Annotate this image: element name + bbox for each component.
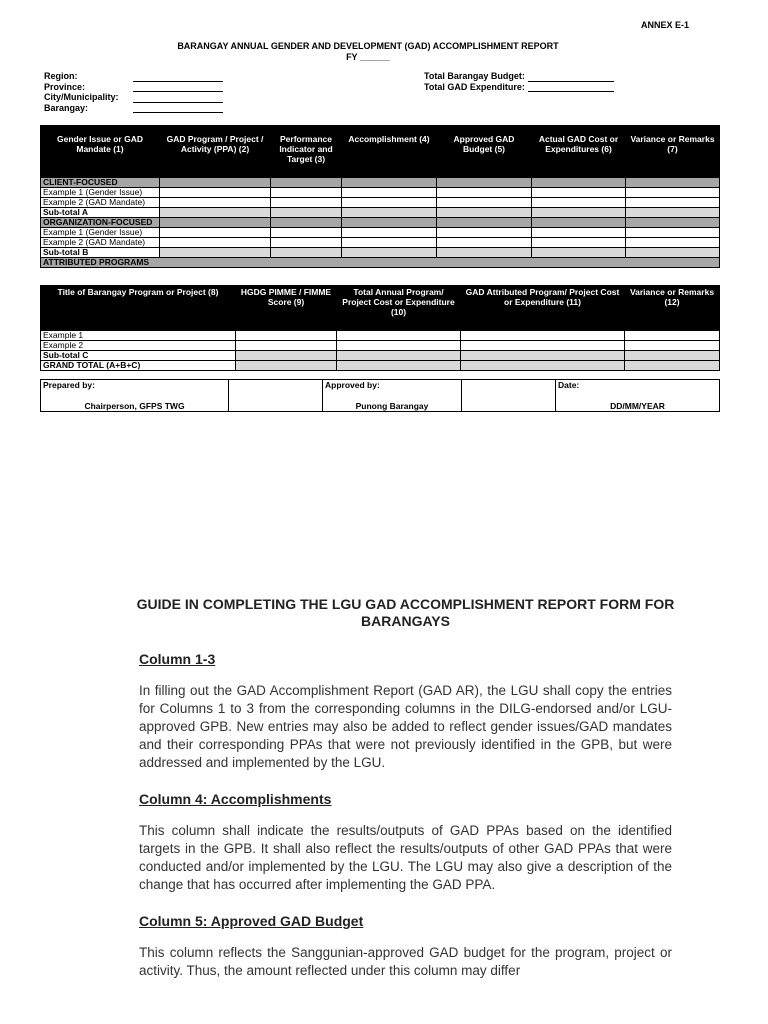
table-row	[41, 248, 720, 258]
city-label: City/Municipality:	[44, 92, 119, 102]
table-row	[41, 198, 720, 208]
table-row	[41, 341, 720, 351]
signature-row	[41, 380, 720, 412]
total-budget-label: Total Barangay Budget:	[424, 71, 525, 81]
col-total-cost: Total Annual Program/ Project Cost or Expenditure (10)	[337, 286, 461, 331]
total-expenditure-field[interactable]	[528, 83, 614, 92]
total-expenditure-label: Total GAD Expenditure:	[424, 81, 525, 92]
section-heading: Column 5: Approved GAD Budget	[139, 913, 364, 929]
table-row	[41, 238, 720, 248]
barangay-label: Barangay:	[44, 102, 89, 113]
approved-by-label: Approved by:	[325, 380, 380, 390]
col-actual-cost: Actual GAD Cost or Expenditures (6)	[532, 126, 626, 178]
table-row	[41, 208, 720, 218]
table-row	[41, 361, 720, 371]
table-header-row	[41, 286, 720, 331]
annex-label: ANNEX E-1	[641, 20, 690, 30]
table-row	[41, 331, 720, 341]
section-heading: Column 4: Accomplishments	[139, 791, 332, 807]
section-heading: Column 1-3	[139, 651, 216, 667]
row-subtotal-a: Sub-total A	[41, 208, 160, 218]
col-gender-issue: Gender Issue or GAD Mandate (1)	[41, 126, 160, 178]
prepared-by-cell[interactable]	[41, 380, 229, 412]
region-field[interactable]	[133, 73, 223, 82]
city-field[interactable]	[133, 94, 223, 103]
fiscal-year-label: FY ______	[346, 52, 390, 62]
signature-blank[interactable]	[229, 380, 323, 412]
guide-section	[136, 596, 675, 980]
location-fields	[44, 71, 223, 113]
section-text: In filling out the GAD Accomplishment Report (GAD AR), the LGU shall copy the entries for Columns 1 to 3 from the corresponding columns in the DILG-endorsed and/or LGU-approved GPB. New entries may also be added to reflect gender issues/GAD mandates and their corresponding PPAs that were not previously identified in the GPB, but were addressed and implemented by the LGU.	[139, 683, 672, 770]
row-label: Example 2 (GAD Mandate)	[41, 238, 160, 248]
table-row	[41, 188, 720, 198]
row-client-focused: CLIENT-FOCUSED	[41, 178, 160, 188]
col-variance: Variance or Remarks (7)	[626, 126, 720, 178]
province-field[interactable]	[133, 83, 223, 92]
budget-fields	[424, 71, 614, 92]
table-row	[41, 351, 720, 361]
barangay-field[interactable]	[133, 104, 223, 113]
table-row	[41, 218, 720, 228]
table-row	[41, 178, 720, 188]
signature-blank[interactable]	[462, 380, 556, 412]
total-budget-field[interactable]	[528, 73, 614, 82]
col-approved-budget: Approved GAD Budget (5)	[437, 126, 532, 178]
row-label: Example 2	[41, 341, 236, 351]
region-label: Region:	[44, 71, 78, 81]
province-label: Province:	[44, 81, 86, 92]
row-subtotal-c: Sub-total C	[41, 351, 236, 361]
table-row	[41, 258, 720, 268]
row-organization-focused: ORGANIZATION-FOCUSED	[41, 218, 160, 228]
date-label: Date:	[558, 380, 580, 390]
col-variance-12: Variance or Remarks (12)	[625, 286, 720, 331]
section-text: This column shall indicate the results/outputs of GAD PPAs based on the identified targets in the GPB. It shall also reflect the results/outputs of other GAD PPAs that were conducted and/or implemented by the LGU. The LGU may also give a description of the change that has occurred after implementing the GAD PPA.	[139, 823, 672, 892]
col-gad-program: GAD Program / Project / Activity (PPA) (2)	[160, 126, 271, 178]
row-subtotal-b: Sub-total B	[41, 248, 160, 258]
accomplishment-table	[40, 125, 720, 268]
row-label: Example 1 (Gender Issue)	[41, 228, 160, 238]
row-label: Example 1	[41, 331, 236, 341]
row-label: Example 2 (GAD Mandate)	[41, 198, 160, 208]
attributed-programs-table	[40, 285, 720, 371]
table-header-row	[41, 126, 720, 178]
date-value: DD/MM/YEAR	[610, 401, 665, 411]
signature-table	[40, 379, 720, 412]
col-accomplishment: Accomplishment (4)	[342, 126, 437, 178]
report-title-text: BARANGAY ANNUAL GENDER AND DEVELOPMENT (GAD) ACCOMPLISHMENT REPORT	[177, 41, 559, 51]
col-program-title: Title of Barangay Program or Project (8)	[41, 286, 236, 331]
prepared-by-label: Prepared by:	[43, 380, 95, 390]
section-text: This column reflects the Sanggunian-approved GAD budget for the program, project or activity. Thus, the amount reflected under this column may differ	[139, 945, 672, 978]
table-row	[41, 228, 720, 238]
approved-by-name: Punong Barangay	[355, 401, 429, 411]
guide-title: GUIDE IN COMPLETING THE LGU GAD ACCOMPLISHMENT REPORT FORM FOR BARANGAYS	[136, 596, 675, 629]
report-title	[0, 41, 736, 63]
row-label: Example 1 (Gender Issue)	[41, 188, 160, 198]
col-performance-indicator: Performance Indicator and Target (3)	[271, 126, 342, 178]
row-attributed-programs: ATTRIBUTED PROGRAMS	[41, 258, 720, 268]
prepared-by-name: Chairperson, GFPS TWG	[84, 401, 185, 411]
col-attributed-cost: GAD Attributed Program/ Project Cost or Expenditure (11)	[461, 286, 625, 331]
date-cell[interactable]	[556, 380, 720, 412]
row-grand-total: GRAND TOTAL (A+B+C)	[41, 361, 236, 371]
col-hgdg-score: HGDG PIMME / FIMME Score (9)	[236, 286, 337, 331]
approved-by-cell[interactable]	[323, 380, 462, 412]
